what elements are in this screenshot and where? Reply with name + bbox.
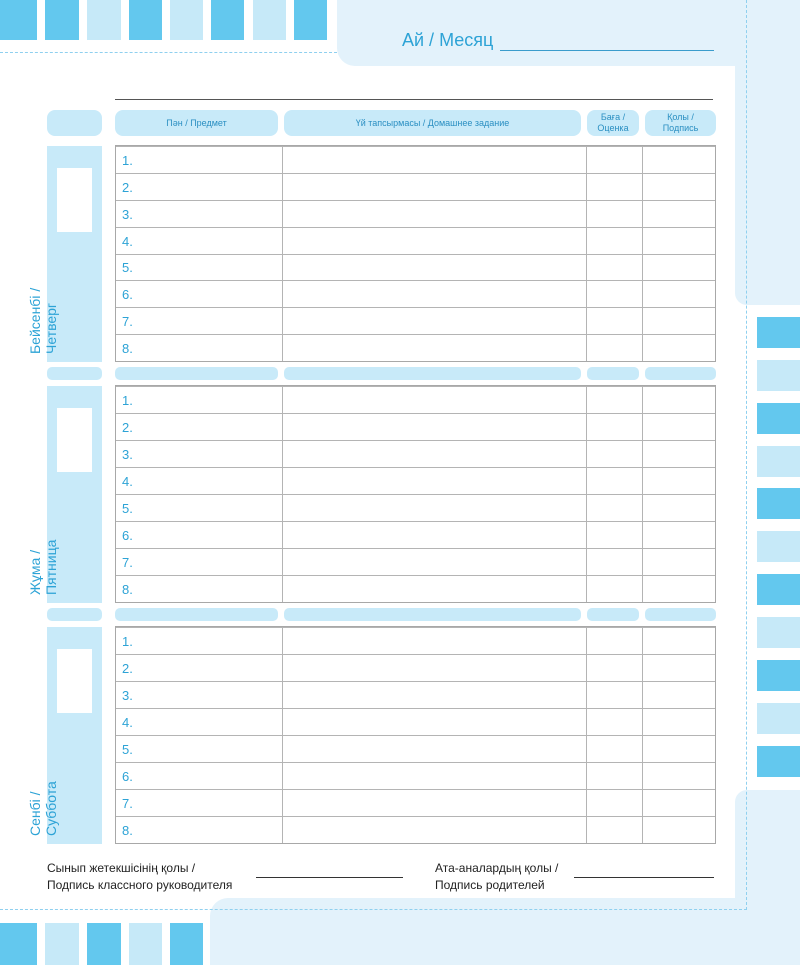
table-row[interactable] [116, 467, 715, 495]
row-number: 8. [122, 823, 133, 838]
table-row[interactable] [116, 816, 715, 844]
row-number: 2. [122, 661, 133, 676]
day-label: Сенбі / Суббота [26, 781, 59, 836]
table-row[interactable] [116, 681, 715, 709]
row-number: 5. [122, 501, 133, 516]
day-column-thursday [26, 146, 102, 362]
row-number: 4. [122, 715, 133, 730]
table-row[interactable] [116, 575, 715, 603]
table-row[interactable] [116, 200, 715, 228]
row-number: 5. [122, 260, 133, 276]
month-input-line[interactable] [500, 50, 714, 51]
table-row[interactable] [116, 627, 715, 655]
week-title-line[interactable] [115, 99, 713, 100]
row-number: 8. [122, 341, 133, 357]
row-number: 1. [122, 152, 133, 168]
row-number: 5. [122, 742, 133, 757]
table-row[interactable] [116, 521, 715, 549]
row-number: 6. [122, 769, 133, 784]
row-number: 6. [122, 287, 133, 303]
row-number: 7. [122, 314, 133, 330]
schedule-grid-saturday [115, 626, 716, 844]
table-row[interactable] [116, 789, 715, 817]
grade-column-header: Баға / Оценка [587, 110, 639, 136]
day-label: Жұма / Пятница [26, 539, 59, 595]
row-number: 7. [122, 796, 133, 811]
table-row[interactable] [116, 494, 715, 522]
subject-column-header: Пән / Предмет [115, 110, 278, 136]
row-number: 8. [122, 582, 133, 597]
day-column-saturday [26, 627, 102, 844]
table-row[interactable] [116, 146, 715, 174]
row-number: 4. [122, 233, 133, 249]
signature-column-header: Қолы / Подпись [645, 110, 716, 136]
day-header-pill [47, 110, 102, 136]
schedule-grid-thursday [115, 145, 716, 362]
table-row[interactable] [116, 762, 715, 790]
table-row[interactable] [116, 334, 715, 362]
table-row[interactable] [116, 254, 715, 282]
row-number: 7. [122, 555, 133, 570]
top-dashed-border [0, 52, 337, 53]
table-row[interactable] [116, 654, 715, 682]
homework-column-header: Үй тапсырмасы / Домашнее задание [284, 110, 581, 136]
table-row[interactable] [116, 735, 715, 763]
table-row[interactable] [116, 708, 715, 736]
day-column-friday [26, 386, 102, 603]
right-dashed-border [746, 0, 747, 910]
table-row[interactable] [116, 280, 715, 308]
table-row[interactable] [116, 413, 715, 441]
parents-signature-label: Ата-аналардың қолы / Подпись родителей [435, 861, 559, 892]
right-background-top [735, 0, 800, 305]
row-number: 3. [122, 206, 133, 222]
row-number: 4. [122, 474, 133, 489]
day-label: Бейсенбі / Четверг [26, 287, 59, 354]
row-number: 2. [122, 420, 133, 435]
row-number: 1. [122, 393, 133, 408]
month-label: Ай / Месяц [402, 30, 494, 50]
table-row[interactable] [116, 548, 715, 576]
parents-signature-line[interactable] [574, 877, 714, 878]
schedule-grid-friday [115, 385, 716, 603]
teacher-signature-line[interactable] [256, 877, 403, 878]
row-number: 3. [122, 447, 133, 462]
row-number: 3. [122, 688, 133, 703]
table-row[interactable] [116, 173, 715, 201]
table-row[interactable] [116, 440, 715, 468]
row-number: 1. [122, 634, 133, 649]
bottom-dashed-border [0, 909, 747, 910]
row-number: 2. [122, 179, 133, 195]
row-number: 6. [122, 528, 133, 543]
table-row[interactable] [116, 386, 715, 414]
table-row[interactable] [116, 307, 715, 335]
table-row[interactable] [116, 227, 715, 255]
teacher-signature-label: Сынып жетекшісінің қолы / Подпись классного руководителя [47, 861, 233, 892]
